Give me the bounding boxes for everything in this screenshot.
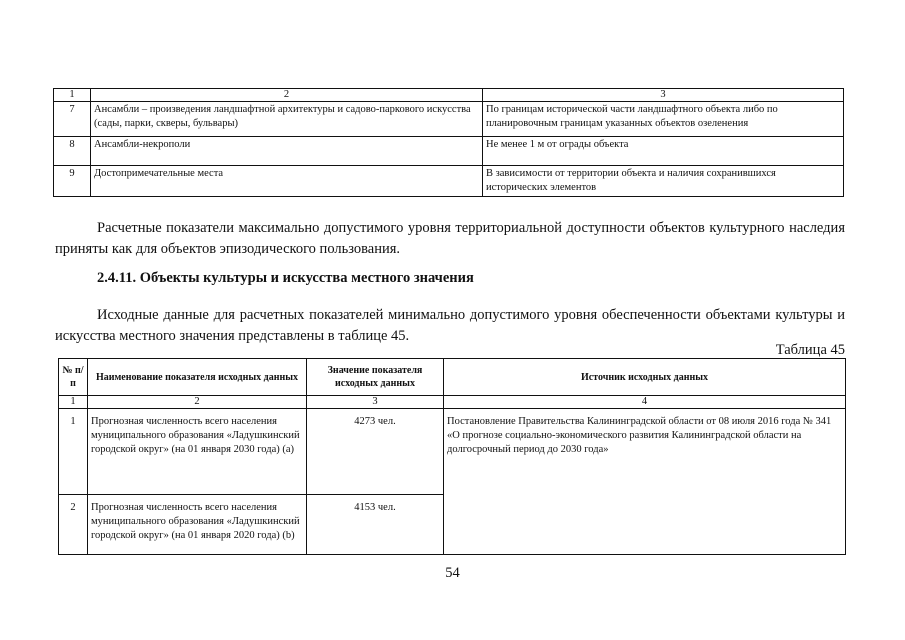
column-number: 1 xyxy=(59,396,88,409)
continued-table xyxy=(53,88,844,197)
table-row xyxy=(59,409,846,495)
table-45 xyxy=(58,358,846,555)
table-caption: Таблица 45 xyxy=(775,342,845,358)
table-header-row xyxy=(59,359,846,396)
object-name: Ансамбли – произведения ландшафтной архитектуры и садово-паркового искусства (сады, парки, скверы, бульвары) xyxy=(91,102,483,137)
header-indicator-name: Наименование показателя исходных данных xyxy=(88,359,307,396)
column-number: 3 xyxy=(307,396,444,409)
table-row xyxy=(54,166,844,197)
boundary-value: По границам исторической части ландшафтного объекта либо по планировочным границам указанных объектов озеленения xyxy=(483,102,844,137)
header-number: № п/п xyxy=(59,359,88,396)
column-number: 2 xyxy=(91,89,483,102)
column-numbers-row xyxy=(59,396,846,409)
header-source: Источник исходных данных xyxy=(444,359,846,396)
header-indicator-value: Значение показателя исходных данных xyxy=(307,359,444,396)
row-number: 8 xyxy=(54,137,91,166)
body-paragraph: Исходные данные для расчетных показателей минимально допустимого уровня обеспеченности объектами культуры и искусства местного значения представлены в таблице 45. xyxy=(55,307,845,344)
boundary-value: В зависимости от территории объекта и наличия сохранившихся исторических элементов xyxy=(483,166,844,197)
page-number: 54 xyxy=(445,565,460,581)
object-name: Достопримечательные места xyxy=(91,166,483,197)
column-number: 2 xyxy=(88,396,307,409)
indicator-value: 4153 чел. xyxy=(307,495,444,555)
object-name: Ансамбли-некрополи xyxy=(91,137,483,166)
table-row xyxy=(54,102,844,137)
indicator-name: Прогнозная численность всего населения муниципального образования «Ладушкинский городской округ» (на 01 января 2020 года) (b) xyxy=(88,495,307,555)
row-number: 1 xyxy=(59,409,88,495)
row-number: 7 xyxy=(54,102,91,137)
column-number: 4 xyxy=(444,396,846,409)
table-row xyxy=(54,137,844,166)
section-heading: 2.4.11. Объекты культуры и искусства местного значения xyxy=(97,270,474,286)
column-number: 1 xyxy=(54,89,91,102)
data-source: Постановление Правительства Калининградской области от 08 июля 2016 года № 341 «О прогнозе социально-экономического развития Калининградской области на долгосрочный период до 2030 года» xyxy=(444,409,846,555)
boundary-value: Не менее 1 м от ограды объекта xyxy=(483,137,844,166)
row-number: 9 xyxy=(54,166,91,197)
table-header-row xyxy=(54,89,844,102)
body-paragraph: Расчетные показатели максимально допустимого уровня территориальной доступности объектов культурного наследия приняты как для объектов эпизодического пользования. xyxy=(55,220,845,257)
indicator-value: 4273 чел. xyxy=(307,409,444,495)
indicator-name: Прогнозная численность всего населения муниципального образования «Ладушкинский городской округ» (на 01 января 2030 года) (a) xyxy=(88,409,307,495)
column-number: 3 xyxy=(483,89,844,102)
row-number: 2 xyxy=(59,495,88,555)
